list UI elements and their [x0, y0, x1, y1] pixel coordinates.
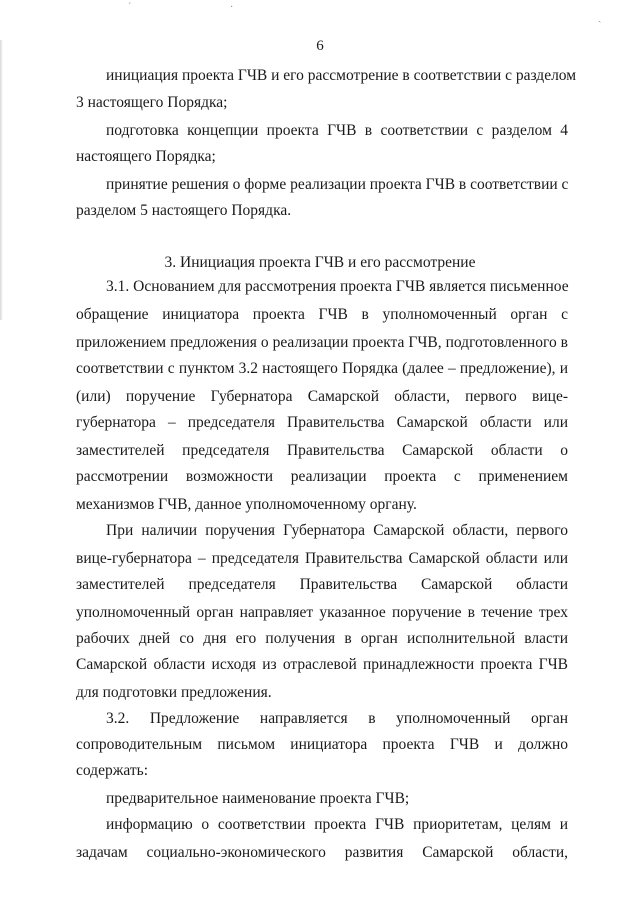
- text-line: задачам социально-экономического развития Самарской области,: [76, 844, 568, 861]
- text-line: (или) поручение Губернатора Самарской области, первого вице-: [76, 388, 568, 405]
- text-line: предварительное наименование проекта ГЧВ;: [106, 790, 410, 807]
- text-line: заместителей председателя Правительства Самарской области о: [76, 442, 568, 459]
- text-line: вице-губернатора – председателя Правительства Самарской области или: [76, 550, 568, 567]
- text-line: принятие решения о форме реализации проекта ГЧВ в соответствии с: [106, 176, 569, 193]
- text-line: 3.2. Предложение направляется в уполномоченный орган: [106, 710, 568, 727]
- text-line: настоящего Порядка;: [76, 148, 216, 165]
- text-line: приложением предложения о реализации проекта ГЧВ, подготовленного в: [76, 334, 568, 351]
- text-line: механизмов ГЧВ, данное уполномоченному органу.: [76, 496, 417, 513]
- text-line: рабочих дней со дня его получения в орган исполнительной власти: [76, 630, 568, 647]
- scan-edge-shadow: [0, 40, 3, 320]
- text-line: информацию о соответствии проекта ГЧВ приоритетам, целям и: [106, 816, 568, 833]
- text-line: сопроводительным письмом инициатора проекта ГЧВ и должно: [76, 736, 568, 753]
- text-line: уполномоченный орган направляет указанное поручение в течение трех: [76, 604, 568, 621]
- text-line: разделом 5 настоящего Порядка.: [76, 202, 292, 219]
- text-line: для подготовки предложения.: [76, 684, 272, 701]
- text-line: соответствии с пунктом 3.2 настоящего Порядка (далее – предложение), и: [76, 360, 568, 377]
- text-line: рассмотрении возможности реализации проекта с применением: [76, 468, 568, 485]
- text-line: Самарской области исходя из отраслевой принадлежности проекта ГЧВ: [76, 656, 568, 673]
- text-line: инициация проекта ГЧВ и его рассмотрение в соответствии с разделом: [106, 67, 577, 84]
- scan-artifact-mark: ˏ: [598, 12, 602, 23]
- text-line: При наличии поручения Губернатора Самарской области, первого: [106, 522, 568, 539]
- text-line: губернатора – председателя Правительства Самарской области или: [76, 414, 568, 431]
- scan-artifact-mark: ˊ: [128, 2, 132, 13]
- text-line: 3.1. Основанием для рассмотрения проекта ГЧВ является письменное: [106, 278, 569, 295]
- text-line: обращение инициатора проекта ГЧВ в уполномоченный орган с: [76, 306, 568, 323]
- text-line: заместителей председателя Правительства Самарской области: [76, 576, 568, 593]
- text-line: 3 настоящего Порядка;: [76, 94, 228, 111]
- text-line: содержать:: [76, 762, 149, 779]
- page-number: 6: [316, 38, 324, 54]
- section-heading: 3. Инициация проекта ГЧВ и его рассмотрение: [164, 254, 476, 271]
- text-line: подготовка концепции проекта ГЧВ в соответствии с разделом 4: [106, 122, 568, 139]
- scan-artifact-mark: ·: [230, 2, 234, 13]
